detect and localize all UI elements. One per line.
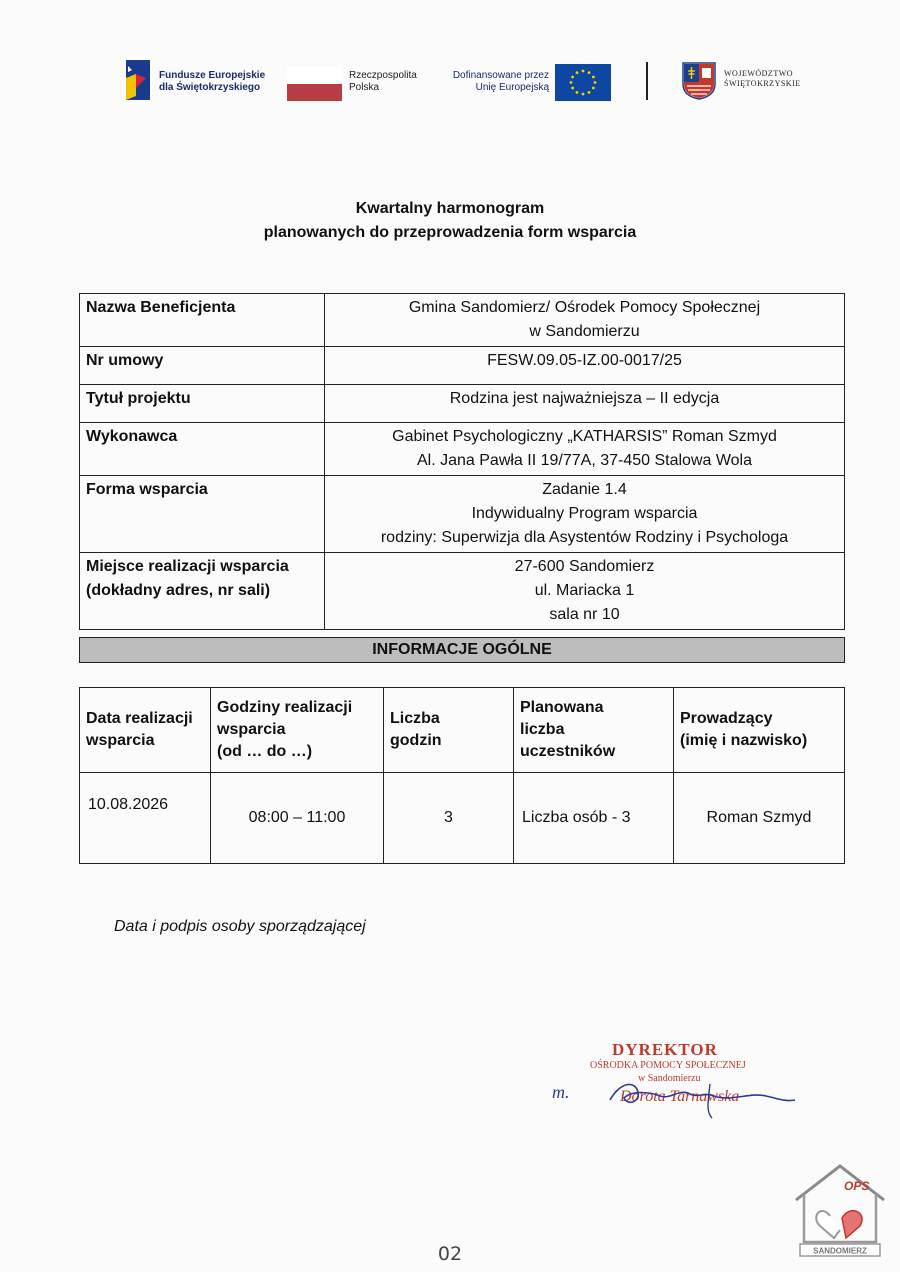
wykonawca-value-line2: Al. Jana Pawła II 19/77A, 37-450 Stalowa Wola: [416, 452, 752, 469]
header-date-line2: wsparcia: [86, 732, 155, 749]
pl-text-line2: Polska: [349, 82, 380, 93]
forma-value: [325, 476, 845, 553]
header-participants: [514, 688, 674, 773]
page-number: 02: [437, 1243, 463, 1265]
table-row: [80, 423, 845, 476]
header-hours-line1: Godziny realizacji: [217, 699, 353, 716]
header-count-line1: Liczba: [390, 710, 440, 727]
fundusze-europejskie-logo-icon: [124, 56, 152, 104]
tytul-value: Rodzina jest najważniejsza – II edycja: [325, 385, 845, 423]
woj-text-line1: WOJEWÓDZTWO: [724, 69, 794, 78]
umowa-label: Nr umowy: [80, 347, 325, 385]
project-info-table: [79, 293, 845, 630]
director-stamp: [552, 1040, 820, 1140]
header-participants-line3: uczestników: [520, 743, 616, 760]
header-hours-line3: (od … do …): [217, 743, 313, 760]
wykonawca-label: Wykonawca: [80, 423, 325, 476]
miejsce-value: [325, 553, 845, 630]
stamp-institution: OŚRODKA POMOCY SPOŁECZNEJ: [590, 1060, 746, 1071]
logo-separator: [646, 62, 648, 100]
cell-participants: Liczba osób - 3: [514, 773, 674, 864]
signature-label: Data i podpis osoby sporządzającej: [114, 918, 366, 935]
forma-value-line2: Indywidualny Program wsparcia: [471, 505, 698, 522]
ops-logo-top: OPS: [844, 1179, 870, 1193]
header-count: [384, 688, 514, 773]
document-title-line2: planowanych do przeprowadzenia form wsparcia: [263, 224, 637, 241]
fe-text: [159, 70, 265, 94]
cell-date: 10.08.2026: [80, 773, 211, 864]
eu-text-line1: Dofinansowane przez: [452, 70, 549, 81]
table-row: [80, 773, 845, 864]
umowa-value: FESW.09.05-IZ.00-0017/25: [325, 347, 845, 385]
table-row: [80, 294, 845, 347]
header-leader-line2: (imię i nazwisko): [680, 732, 808, 749]
wykonawca-value: [325, 423, 845, 476]
schedule-table: [79, 687, 845, 864]
header-leader: [674, 688, 845, 773]
cell-hours: 08:00 – 11:00: [211, 773, 384, 864]
pl-text: [349, 70, 417, 94]
miejsce-label-line2: (dokładny adres, nr sali): [86, 582, 271, 599]
forma-value-line1: Zadanie 1.4: [542, 481, 627, 498]
stamp-title: DYREKTOR: [612, 1040, 718, 1059]
beneficjent-label: Nazwa Beneficjenta: [80, 294, 325, 347]
miejsce-value-line2: ul. Mariacka 1: [534, 582, 635, 599]
eu-flag-icon: [555, 64, 611, 101]
beneficjent-value-line1: Gmina Sandomierz/ Ośrodek Pomocy Społecznej: [408, 299, 761, 316]
forma-value-line3: rodziny: Superwizja dla Asystentów Rodziny i Psychologa: [380, 529, 789, 546]
ops-logo-bottom: SANDOMIERZ: [813, 1246, 867, 1256]
woj-text-line2: ŚWIĘTOKRZYSKIE: [724, 79, 801, 88]
wojewodztwo-crest-icon: [682, 62, 716, 100]
stamp-name: Dorota Tarnawska: [620, 1088, 740, 1105]
miejsce-value-line1: 27-600 Sandomierz: [514, 558, 655, 575]
table-row: [80, 385, 845, 423]
beneficjent-value: [325, 294, 845, 347]
header-hours-line2: wsparcia: [217, 721, 286, 738]
table-row: [80, 476, 845, 553]
signature-prefix: m.: [552, 1082, 570, 1102]
fe-text-line1: Fundusze Europejskie: [159, 70, 266, 81]
miejsce-label-line1: Miejsce realizacji wsparcia: [86, 558, 289, 575]
miejsce-value-line3: sala nr 10: [549, 606, 620, 623]
header-count-line2: godzin: [390, 732, 442, 749]
polish-flag-icon: [287, 84, 342, 101]
table-row: [80, 347, 845, 385]
eu-text: [444, 70, 549, 94]
woj-text: [724, 69, 801, 89]
cell-count: 3: [384, 773, 514, 864]
fe-text-line2: dla Świętokrzyskiego: [159, 82, 261, 93]
header-logos: [124, 56, 804, 104]
table-row: [80, 553, 845, 630]
header-participants-line1: Planowana: [520, 699, 604, 716]
beneficjent-value-line2: w Sandomierzu: [529, 323, 640, 340]
miejsce-label: [80, 553, 325, 630]
handwritten-signature-icon: [580, 1062, 800, 1122]
header-date: [80, 688, 211, 773]
tytul-label: Tytuł projektu: [80, 385, 325, 423]
document-title-line1: Kwartalny harmonogram: [355, 200, 545, 217]
stamp-city: w Sandomierzu: [638, 1073, 701, 1084]
header-participants-line2: liczba: [520, 721, 565, 738]
cell-leader: Roman Szmyd: [674, 773, 845, 864]
eu-text-line2: Unię Europejską: [475, 82, 549, 93]
forma-label: Forma wsparcia: [80, 476, 325, 553]
pl-text-line1: Rzeczpospolita: [349, 70, 417, 81]
schedule-header-row: [80, 688, 845, 773]
header-date-line1: Data realizacji: [86, 710, 193, 727]
header-leader-line1: Prowadzący: [680, 710, 773, 727]
general-info-header: INFORMACJE OGÓLNE: [79, 637, 845, 663]
header-hours: [211, 688, 384, 773]
wykonawca-value-line1: Gabinet Psychologiczny „KATHARSIS” Roman Szmyd: [392, 428, 777, 445]
